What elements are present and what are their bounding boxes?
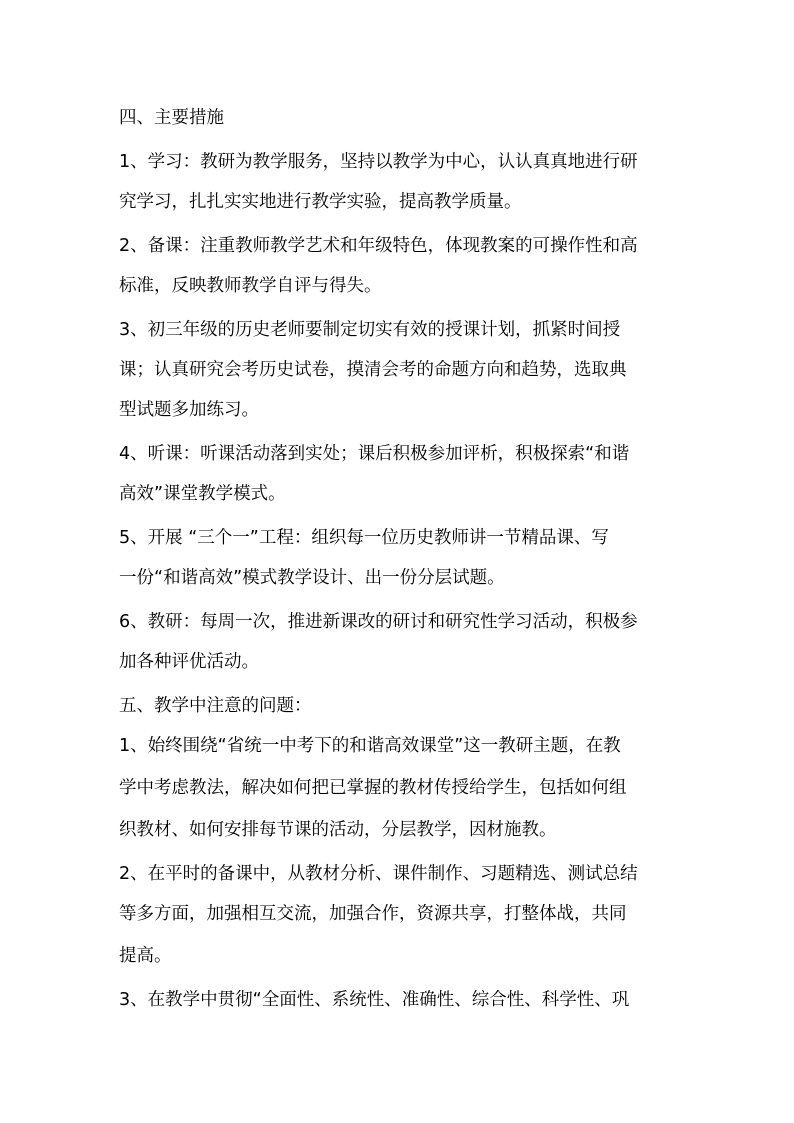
text-line: 5、开展 “三个一”工程：组织每一位历史教师讲一节精品课、写 bbox=[119, 528, 609, 548]
text-line: 2、在平时的备课中，从教材分析、课件制作、习题精选、测试总结 bbox=[119, 864, 638, 884]
text-line: 4、听课：听课活动落到实处；课后积极参加评析，积极探索“和谐 bbox=[119, 444, 630, 464]
text-line: 2、备课：注重教师教学艺术和年级特色，体现教案的可操作性和高 bbox=[119, 236, 638, 256]
text-line: 3、在教学中贯彻“全面性、系统性、准确性、综合性、科学性、巩 bbox=[119, 990, 630, 1010]
text-line: 1、始终围绕“省统一中考下的和谐高效课堂”这一教研主题，在教 bbox=[119, 736, 621, 756]
text-line: 等多方面，加强相互交流，加强合作，资源共享，打整体战，共同 bbox=[119, 904, 627, 924]
section-heading-issues: 五、教学中注意的问题： bbox=[119, 696, 312, 716]
text-line: 加各种评优活动。 bbox=[119, 652, 259, 672]
text-line: 课；认真研究会考历史试卷，摸清会考的命题方向和趋势，选取典 bbox=[119, 360, 627, 380]
text-line: 学中考虑教法，解决如何把已掌握的教材传授给学生，包括如何组 bbox=[119, 778, 627, 798]
text-line: 究学习，扎扎实实地进行教学实验，提高教学质量。 bbox=[119, 192, 522, 212]
text-line: 6、教研：每周一次，推进新课改的研讨和研究性学习活动，积极参 bbox=[119, 612, 638, 632]
section-heading-measures: 四、主要措施 bbox=[119, 108, 224, 128]
text-line: 高效”课堂教学模式。 bbox=[119, 484, 286, 504]
text-line: 型试题多加练习。 bbox=[119, 400, 259, 420]
text-line: 织教材、如何安排每节课的活动，分层教学，因材施教。 bbox=[119, 820, 557, 840]
text-line: 提高。 bbox=[119, 946, 172, 966]
text-line: 3、初三年级的历史老师要制定切实有效的授课计划，抓紧时间授 bbox=[119, 320, 621, 340]
text-line: 1、学习：教研为教学服务，坚持以教学为中心，认认真真地进行研 bbox=[119, 152, 638, 172]
text-line: 一份“和谐高效”模式教学设计、出一份分层试题。 bbox=[119, 568, 505, 588]
text-line: 标准，反映教师教学自评与得失。 bbox=[119, 276, 382, 296]
